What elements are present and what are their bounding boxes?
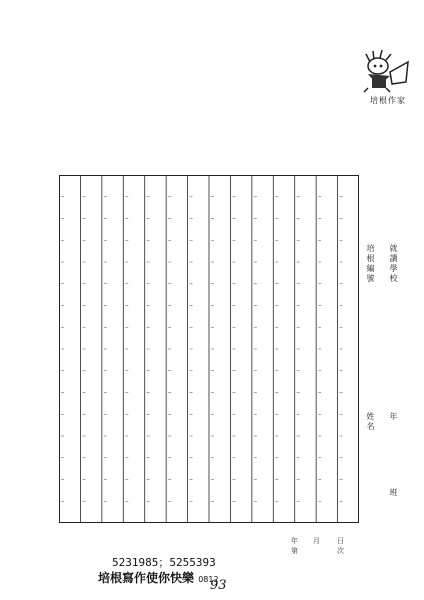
date-year: 年 <box>291 537 298 545</box>
label-name: 姓名 <box>366 412 375 432</box>
writing-grid <box>59 175 359 523</box>
label-id: 培根編號 <box>366 244 375 284</box>
date-labels <box>291 536 363 556</box>
logo-caption: 培根作家 <box>370 96 406 105</box>
date-day: 日 <box>337 537 344 545</box>
slogan-code: 0812 <box>198 575 219 584</box>
date-month: 月 <box>313 537 320 545</box>
mascot-writer-icon <box>356 48 414 94</box>
footer-slogan <box>98 569 219 586</box>
footer-phone: 5231985；5255393 <box>112 556 216 569</box>
date-times: 次 <box>337 547 344 555</box>
label-year: 年 <box>389 412 398 422</box>
label-school: 就讀學校 <box>389 244 398 284</box>
label-class: 班 <box>389 488 398 498</box>
slogan-text: 培根寫作使你快樂 <box>98 571 195 585</box>
date-num: 第 <box>291 547 298 555</box>
score: 93 <box>210 578 227 593</box>
